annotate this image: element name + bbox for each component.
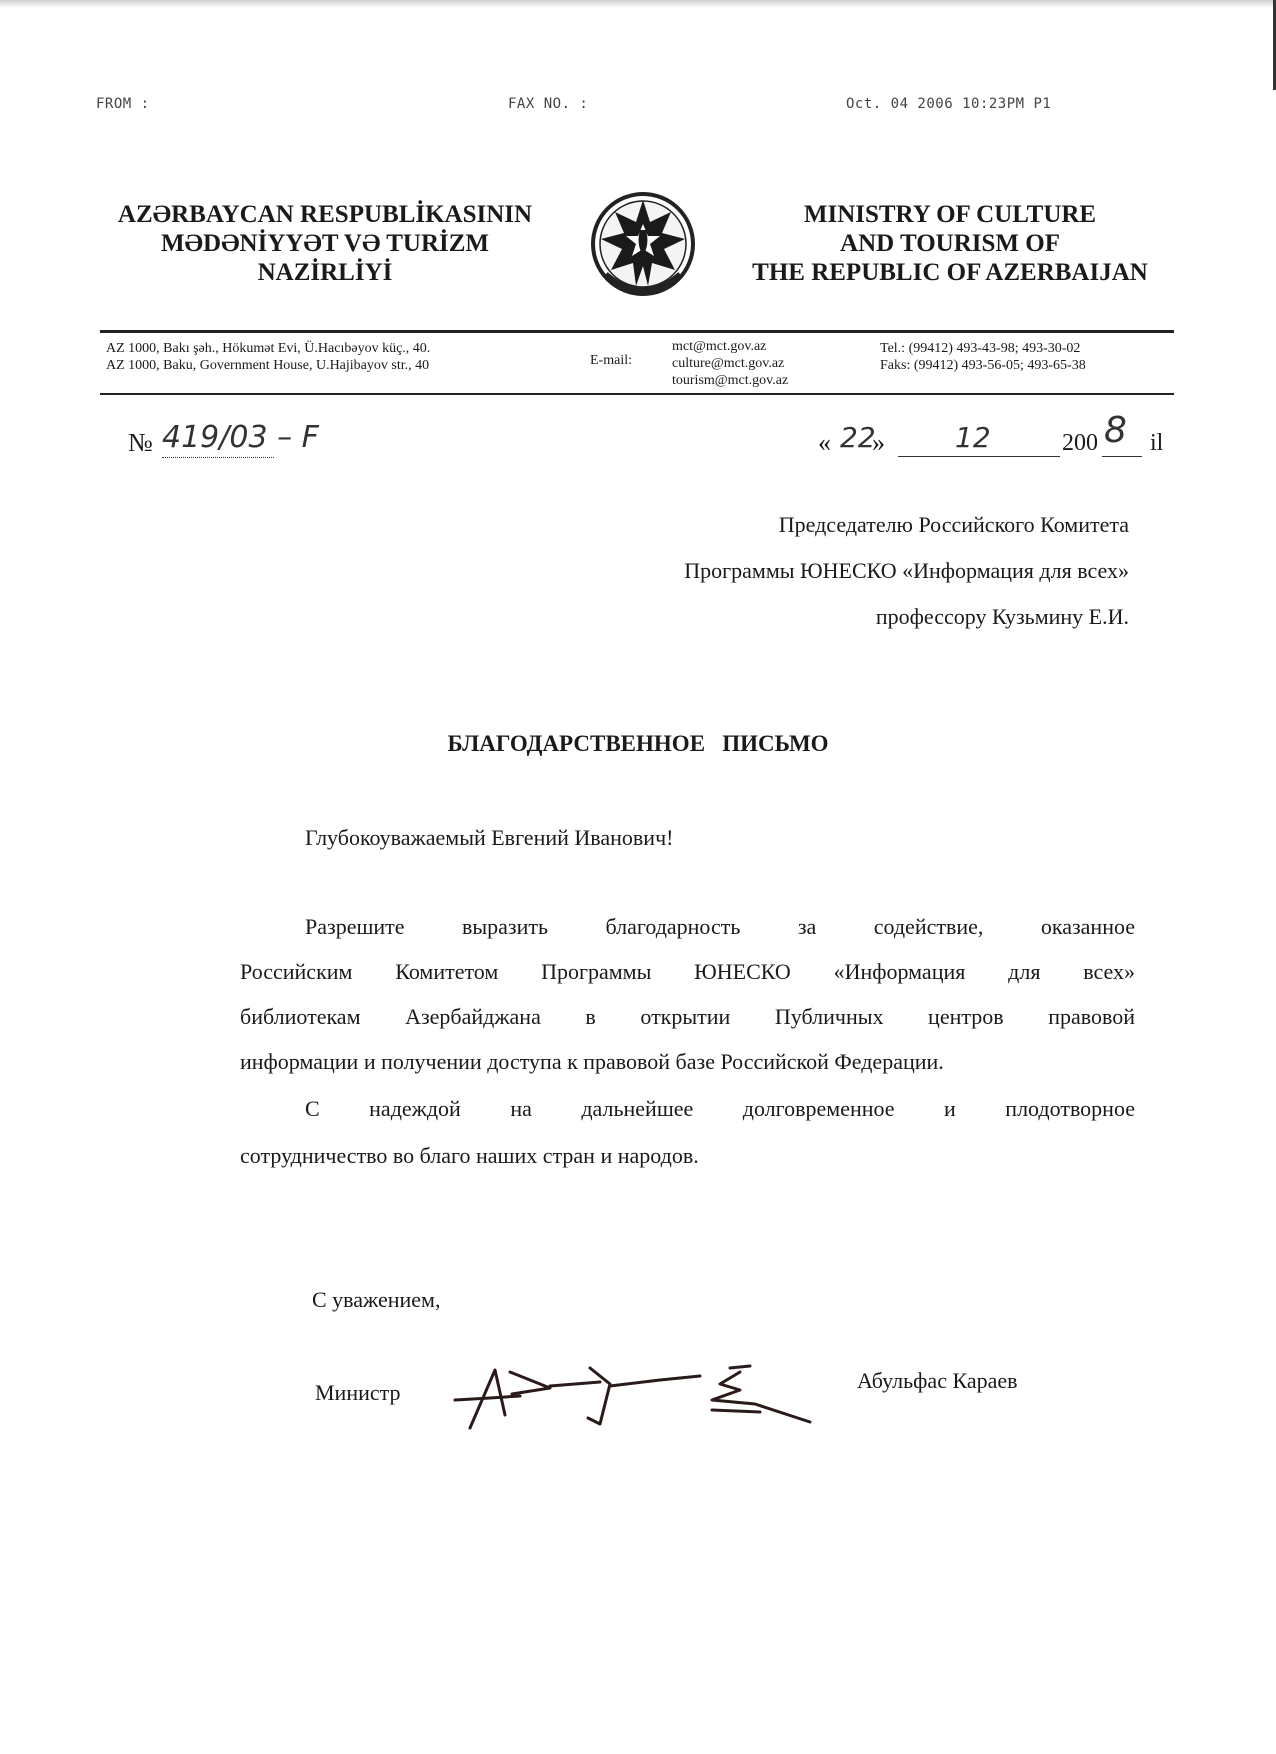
- email-address: tourism@mct.gov.az: [672, 373, 789, 388]
- email-address: culture@mct.gov.az: [672, 356, 785, 371]
- letterhead-en-line: THE REPUBLIC OF AZERBAIJAN: [752, 259, 1148, 286]
- paragraph-text: библиотекам Азербайджана в открытии Публичных центров правовой: [240, 1004, 1135, 1029]
- date-day: 22: [840, 421, 876, 454]
- date-open-quote: «: [818, 428, 831, 457]
- date-year-suffix: 8: [1104, 410, 1127, 451]
- letterhead-az-line: AZƏRBAYCAN RESPUBLİKASININ: [117, 201, 533, 228]
- telephone: Tel.: (99412) 493-43-98; 493-30-02: [880, 341, 1081, 356]
- date-year-underline: [1102, 456, 1142, 457]
- fax-number-contact: Faks: (99412) 493-56-05; 493-65-38: [880, 358, 1086, 373]
- scan-edge: [0, 0, 1276, 8]
- paragraph-line: [240, 1049, 944, 1075]
- top-rule: [100, 330, 1174, 333]
- letterhead-az: [90, 200, 560, 287]
- signer-title: Министр: [315, 1380, 401, 1405]
- address-block: [106, 340, 430, 374]
- fax-number: FAX NO. :: [508, 96, 589, 112]
- signer-name: Абульфас Караев: [857, 1368, 1018, 1393]
- doc-number-prefix: №: [128, 428, 153, 457]
- letterhead-en-line: AND TOURISM OF: [840, 230, 1060, 257]
- addressee-line: Председателю Российского Комитета: [778, 512, 1129, 537]
- emblem-icon: [588, 186, 698, 306]
- letter-title: БЛАГОДАРСТВЕННОЕ ПИСЬМО: [447, 731, 829, 756]
- paragraph-line: [305, 914, 1135, 940]
- paragraph-line: [240, 1004, 1135, 1030]
- doc-number-value: 419/03 – F: [162, 420, 319, 455]
- paragraph-text: Российским Комитетом Программы ЮНЕСКО «Информация для всех»: [240, 959, 1135, 984]
- paragraph-line: [240, 1143, 699, 1169]
- salutation: Глубокоуважаемый Евгений Иванович!: [305, 825, 674, 850]
- email-list: [672, 338, 788, 389]
- letterhead-en: [715, 200, 1185, 287]
- addressee-block: [684, 502, 1129, 640]
- paragraph-text: сотрудничество во благо наших стран и народов.: [240, 1143, 699, 1168]
- fax-timestamp: Oct. 04 2006 10:23PM P1: [846, 96, 1052, 112]
- letterhead-az-line: MƏDƏNİYYƏT VƏ TURİZM: [160, 230, 490, 257]
- paragraph-line: [305, 1096, 1135, 1122]
- letterhead-en-line: MINISTRY OF CULTURE: [803, 201, 1097, 228]
- date-month-underline: [898, 456, 1060, 457]
- address-en: AZ 1000, Baku, Government House, U.Hajibayov str., 40: [106, 358, 430, 373]
- addressee-line: Программы ЮНЕСКО «Информация для всех»: [684, 558, 1129, 583]
- closing: С уважением,: [312, 1287, 441, 1312]
- date-year-prefix: 200: [1062, 430, 1098, 456]
- paragraph-text: информации и получении доступа к правовой базе Российской Федерации.: [240, 1049, 944, 1074]
- doc-number-underline: [162, 457, 274, 458]
- email-label: E-mail:: [590, 353, 632, 368]
- letterhead-az-line: NAZİRLİYİ: [257, 259, 393, 286]
- fax-from: FROM :: [96, 96, 150, 112]
- paragraph-text: Разрешите выразить благодарность за содействие, оказанное: [305, 914, 1135, 939]
- date-close-quote: »: [872, 428, 885, 457]
- bottom-rule: [100, 393, 1174, 395]
- email-address: mct@mct.gov.az: [672, 339, 767, 354]
- addressee-line: профессору Кузьмину Е.И.: [875, 604, 1129, 629]
- phone-block: [880, 340, 1086, 374]
- address-az: AZ 1000, Bakı şəh., Hökumət Evi, Ü.Hacıbəyov küç., 40.: [106, 341, 431, 356]
- paragraph-text: С надеждой на дальнейшее долговременное и плодотворное: [305, 1096, 1135, 1121]
- date-il: il: [1150, 430, 1164, 456]
- handwritten-signature: [450, 1360, 830, 1440]
- date-month: 12: [955, 421, 991, 454]
- paragraph-line: [240, 959, 1135, 985]
